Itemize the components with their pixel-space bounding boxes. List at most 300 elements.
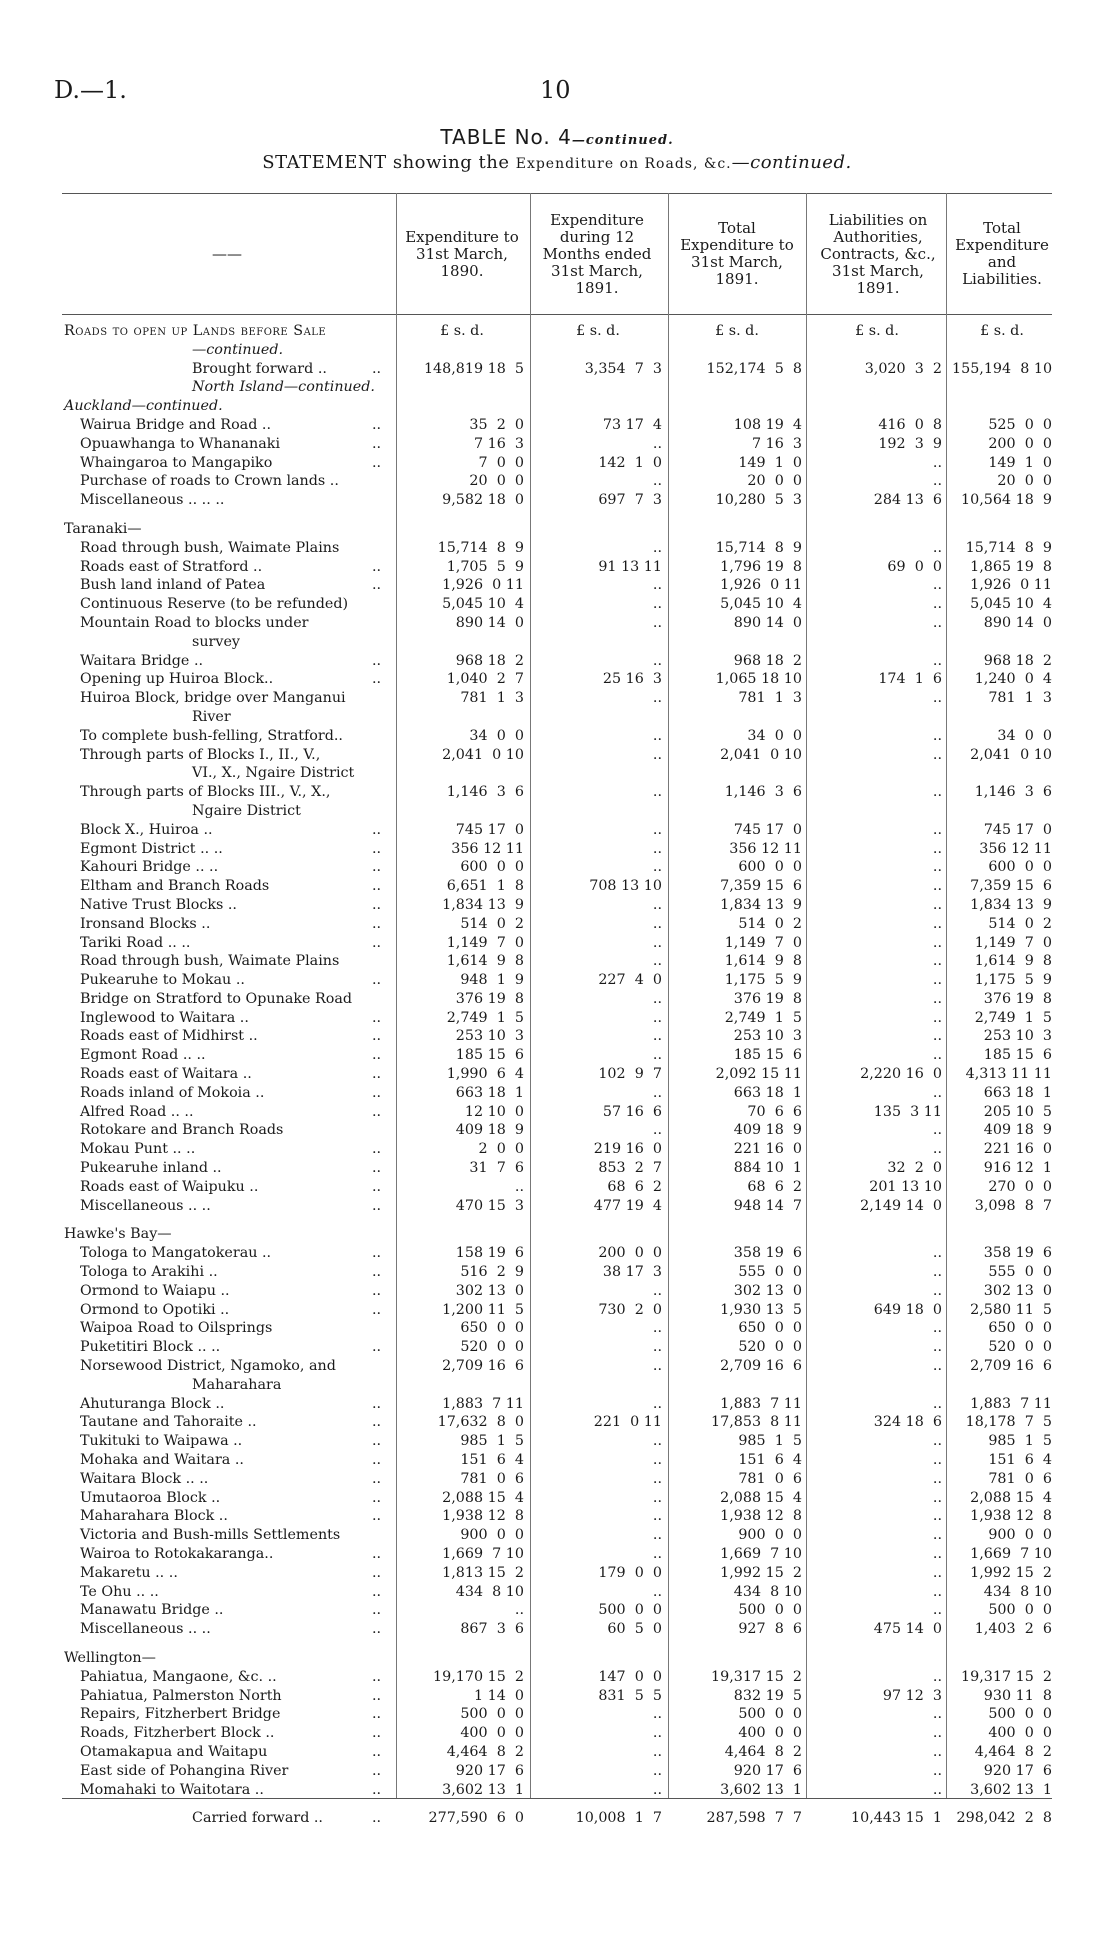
amount-cell: .. xyxy=(932,727,942,744)
amount-cell: 2,041 0 10 xyxy=(442,746,524,763)
amount-cell: .. xyxy=(652,953,662,970)
amount-cell: 1,146 3 6 xyxy=(974,784,1052,801)
amount-cell: 147 0 0 xyxy=(598,1668,662,1685)
amount-cell: 356 12 11 xyxy=(979,840,1052,857)
amount-cell: 920 17 6 xyxy=(733,1762,802,1779)
row-label: Wellington— xyxy=(64,1649,156,1666)
amount-cell: .. xyxy=(932,1781,942,1798)
row-label: Road through bush, Waimate Plains xyxy=(80,953,340,970)
amount-cell: 930 11 8 xyxy=(983,1687,1052,1704)
amount-cell: 867 3 6 xyxy=(460,1621,524,1638)
table-row xyxy=(62,1687,1052,1706)
amount-cell: 1,614 9 8 xyxy=(446,953,524,970)
table-row xyxy=(62,595,1052,614)
leader-dots: .. xyxy=(372,1452,382,1469)
amount-cell: 152,174 5 8 xyxy=(706,360,802,377)
table-row xyxy=(62,1159,1052,1178)
amount-cell: 516 2 9 xyxy=(460,1264,524,1281)
amount-cell: 1,040 2 7 xyxy=(446,671,524,688)
amount-cell: 781 1 3 xyxy=(460,690,524,707)
row-label: Eltham and Branch Roads xyxy=(80,878,270,895)
table-row xyxy=(62,1489,1052,1508)
row-label: Mokau Punt .. .. xyxy=(80,1141,196,1158)
row-spacer xyxy=(62,510,1052,520)
table-row xyxy=(62,821,1052,840)
amount-cell: 5,045 10 4 xyxy=(720,596,802,613)
row-label: Pukearuhe to Mokau .. xyxy=(80,972,245,989)
row-label: To complete bush-felling, Stratford.. xyxy=(80,727,343,744)
leader-dots: .. xyxy=(372,1009,382,1026)
leader-dots: .. xyxy=(372,859,382,876)
table-row xyxy=(62,1507,1052,1526)
amount-cell: 2,088 15 4 xyxy=(970,1489,1052,1506)
amount-cell: .. xyxy=(932,915,942,932)
amount-cell: 600 0 0 xyxy=(460,859,524,876)
row-label: Egmont Road .. .. xyxy=(80,1047,206,1064)
row-label: VI., X., Ngaire District xyxy=(192,765,355,782)
amount-cell: 376 19 8 xyxy=(733,990,802,1007)
amount-cell: 302 13 0 xyxy=(733,1282,802,1299)
amount-cell: .. xyxy=(932,473,942,490)
header-total-expenditure: Total Expenditure to 31st March, 1891. xyxy=(680,219,794,288)
amount-cell: 831 5 5 xyxy=(598,1687,662,1704)
leader-dots: .. xyxy=(372,1508,382,1525)
amount-cell: 916 12 1 xyxy=(983,1160,1052,1177)
amount-cell: 10,280 5 3 xyxy=(715,492,802,509)
amount-cell: 2,709 16 6 xyxy=(970,1358,1052,1375)
amount-cell: .. xyxy=(652,690,662,707)
amount-cell: 6,651 1 8 xyxy=(446,878,524,895)
leader-dots: .. xyxy=(372,1301,382,1318)
row-label: Huiroa Block, bridge over Manganui xyxy=(80,690,346,707)
amount-cell: 7 16 3 xyxy=(751,435,802,452)
leader-dots: .. xyxy=(372,1725,382,1742)
table-row xyxy=(62,1743,1052,1762)
row-label: Miscellaneous .. .. .. xyxy=(80,492,225,509)
amount-cell: 73 17 4 xyxy=(602,416,662,433)
amount-cell: .. xyxy=(932,972,942,989)
amount-cell: 650 0 0 xyxy=(460,1320,524,1337)
amount-cell: 525 0 0 xyxy=(988,416,1052,433)
table-row xyxy=(62,539,1052,558)
amount-cell: 781 1 3 xyxy=(738,690,802,707)
amount-cell: 3,098 8 7 xyxy=(974,1197,1052,1214)
leader-dots: .. xyxy=(372,1028,382,1045)
amount-cell: 500 0 0 xyxy=(988,1706,1052,1723)
amount-cell: .. xyxy=(652,1084,662,1101)
row-spacer xyxy=(62,1215,1052,1225)
leader-dots: .. xyxy=(372,972,382,989)
row-label: Roads east of Midhirst .. xyxy=(80,1028,258,1045)
leader-dots: .. xyxy=(372,1103,382,1120)
amount-cell: 3,602 13 1 xyxy=(970,1781,1052,1798)
table-row xyxy=(62,1282,1052,1301)
amount-cell: 25 16 3 xyxy=(602,671,662,688)
row-label: Victoria and Bush-mills Settlements xyxy=(80,1527,341,1544)
row-label: Bush land inland of Patea xyxy=(80,577,266,594)
row-label: Ngaire District xyxy=(192,802,301,819)
amount-cell: 10,443 15 1 xyxy=(851,1810,942,1827)
row-label: Manawatu Bridge .. xyxy=(80,1602,224,1619)
amount-cell: 514 0 2 xyxy=(988,915,1052,932)
amount-cell: .. xyxy=(652,1725,662,1742)
amount-cell: 477 19 4 xyxy=(593,1197,662,1214)
amount-cell: 7 0 0 xyxy=(478,454,524,471)
leader-dots: .. xyxy=(372,1433,382,1450)
row-label: Tologa to Mangatokerau .. xyxy=(80,1245,272,1262)
row-label: Native Trust Blocks .. xyxy=(80,896,237,913)
amount-cell: 7 16 3 xyxy=(473,435,524,452)
amount-cell: .. xyxy=(932,1433,942,1450)
amount-cell: 470 15 3 xyxy=(455,1197,524,1214)
amount-cell: .. xyxy=(932,1122,942,1139)
amount-cell: 1,065 18 10 xyxy=(715,671,802,688)
amount-cell: .. xyxy=(932,1470,942,1487)
amount-cell: 853 2 7 xyxy=(598,1160,662,1177)
amount-cell: .. xyxy=(932,1028,942,1045)
table-row xyxy=(62,1781,1052,1800)
amount-cell: 1,669 7 10 xyxy=(442,1546,524,1562)
table-row xyxy=(62,670,1052,689)
row-label: Waitara Bridge .. xyxy=(80,652,204,669)
amount-cell: .. xyxy=(652,1583,662,1600)
amount-cell: 968 18 2 xyxy=(455,652,524,669)
amount-cell: 1,990 6 4 xyxy=(446,1066,524,1083)
table-row xyxy=(62,1451,1052,1470)
amount-cell: .. xyxy=(652,473,662,490)
amount-cell: .. xyxy=(932,652,942,669)
amount-cell: 298,042 2 8 xyxy=(956,1810,1052,1827)
row-label: Inglewood to Waitara .. xyxy=(80,1009,249,1026)
amount-cell: 663 18 1 xyxy=(983,1084,1052,1101)
amount-cell: .. xyxy=(932,1527,942,1544)
row-label: Tautane and Tahoraite .. xyxy=(80,1414,257,1431)
table-row xyxy=(62,652,1052,671)
amount-cell: 520 0 0 xyxy=(988,1339,1052,1356)
leader-dots: .. xyxy=(372,1066,382,1083)
amount-cell: .. xyxy=(932,454,942,471)
row-label: Opening up Huiroa Block.. xyxy=(80,671,274,688)
amount-cell: .. xyxy=(932,840,942,857)
amount-cell: 356 12 11 xyxy=(729,840,802,857)
amount-cell: 1,834 13 9 xyxy=(442,896,524,913)
amount-cell: 70 6 6 xyxy=(747,1103,802,1120)
table-row xyxy=(62,397,1052,416)
amount-cell: 1,403 2 6 xyxy=(974,1621,1052,1638)
amount-cell: 514 0 2 xyxy=(738,915,802,932)
amount-cell: .. xyxy=(932,1725,942,1742)
amount-cell: 2,749 1 5 xyxy=(446,1009,524,1026)
amount-cell: 409 18 9 xyxy=(455,1122,524,1139)
amount-cell: .. xyxy=(932,539,942,556)
amount-cell: 555 0 0 xyxy=(988,1264,1052,1281)
table-row xyxy=(62,1065,1052,1084)
table-row xyxy=(62,360,1052,379)
amount-cell: 1,175 5 9 xyxy=(724,972,802,989)
amount-cell: .. xyxy=(932,1395,942,1412)
amount-cell: 270 0 0 xyxy=(988,1178,1052,1195)
leader-dots: .. xyxy=(372,454,382,471)
amount-cell: 500 0 0 xyxy=(738,1602,802,1619)
amount-cell: .. xyxy=(652,1028,662,1045)
amount-cell: 205 10 5 xyxy=(983,1103,1052,1120)
row-label: Block X., Huiroa .. xyxy=(80,821,213,838)
amount-cell: 221 0 11 xyxy=(593,1414,662,1431)
amount-cell: 730 2 0 xyxy=(598,1301,662,1318)
row-label: Purchase of roads to Crown lands .. xyxy=(80,473,339,490)
amount-cell: 1,930 13 5 xyxy=(720,1301,802,1318)
table-row xyxy=(62,1263,1052,1282)
table-title-continued: —continued. xyxy=(571,133,674,148)
table-row xyxy=(62,1724,1052,1743)
table-row xyxy=(62,952,1052,971)
amount-cell: .. xyxy=(932,1264,942,1281)
amount-cell: .. xyxy=(652,1122,662,1139)
amount-cell: 900 0 0 xyxy=(988,1527,1052,1544)
amount-cell: 3,602 13 1 xyxy=(442,1781,524,1798)
amount-cell: 7,359 15 6 xyxy=(720,878,802,895)
row-label: —continued. xyxy=(192,341,284,358)
amount-cell: 1,834 13 9 xyxy=(970,896,1052,913)
amount-cell: 1,149 7 0 xyxy=(974,934,1052,951)
row-label: Mohaka and Waitara .. xyxy=(80,1452,244,1469)
amount-cell: .. xyxy=(932,1668,942,1685)
leader-dots: .. xyxy=(372,1564,382,1581)
amount-cell: .. xyxy=(652,1489,662,1506)
table-row xyxy=(62,1301,1052,1320)
row-label: Opuawhanga to Whananaki xyxy=(80,435,281,452)
amount-cell: .. xyxy=(514,1178,524,1195)
amount-cell: .. xyxy=(652,1508,662,1525)
amount-cell: 1 14 0 xyxy=(473,1687,524,1704)
amount-cell: 2,088 15 4 xyxy=(720,1489,802,1506)
row-label: Brought forward .. xyxy=(192,360,327,377)
table-row xyxy=(62,1197,1052,1216)
row-label: Miscellaneous .. .. xyxy=(80,1197,211,1214)
leader-dots: .. xyxy=(372,1668,382,1685)
table-row xyxy=(62,1319,1052,1338)
amount-cell: 500 0 0 xyxy=(988,1602,1052,1619)
leader-dots: .. xyxy=(372,821,382,838)
amount-cell: 221 16 0 xyxy=(983,1141,1052,1158)
amount-cell: 400 0 0 xyxy=(460,1725,524,1742)
row-label: Tariki Road .. .. xyxy=(80,934,191,951)
amount-cell: .. xyxy=(652,727,662,744)
amount-cell: 890 14 0 xyxy=(455,614,524,631)
amount-cell: 102 9 7 xyxy=(598,1066,662,1083)
amount-cell: 158 19 6 xyxy=(455,1245,524,1262)
amount-cell: 1,669 7 10 xyxy=(720,1546,802,1562)
amount-cell: 1,865 19 8 xyxy=(970,558,1052,575)
amount-cell: .. xyxy=(932,1546,942,1562)
amount-cell: .. xyxy=(932,1320,942,1337)
table-row xyxy=(62,472,1052,491)
amount-cell: 1,883 7 11 xyxy=(720,1395,802,1412)
amount-cell: 324 18 6 xyxy=(873,1414,942,1431)
leader-dots: .. xyxy=(372,577,382,594)
amount-cell: 1,146 3 6 xyxy=(724,784,802,801)
table-row xyxy=(62,1376,1052,1395)
currency-header: £ s. d. xyxy=(715,323,759,339)
leader-dots: .. xyxy=(372,558,382,575)
amount-cell: 555 0 0 xyxy=(738,1264,802,1281)
amount-cell: 287,598 7 7 xyxy=(706,1810,802,1827)
amount-cell: 376 19 8 xyxy=(983,990,1052,1007)
amount-cell: 781 0 6 xyxy=(460,1470,524,1487)
amount-cell: 185 15 6 xyxy=(983,1047,1052,1064)
currency-header: £ s. d. xyxy=(576,323,620,339)
table-row xyxy=(62,746,1052,765)
amount-cell: 890 14 0 xyxy=(983,614,1052,631)
leader-dots: .. xyxy=(372,1141,382,1158)
amount-cell: .. xyxy=(652,990,662,1007)
amount-cell: 1,614 9 8 xyxy=(724,953,802,970)
leader-dots: .. xyxy=(372,1084,382,1101)
amount-cell: 142 1 0 xyxy=(598,454,662,471)
row-label: Taranaki— xyxy=(64,520,142,537)
table-row xyxy=(62,1338,1052,1357)
table-row xyxy=(62,1009,1052,1028)
row-label: Makaretu .. .. xyxy=(80,1564,178,1581)
amount-cell: 2,749 1 5 xyxy=(724,1009,802,1026)
amount-cell: 948 14 7 xyxy=(733,1197,802,1214)
amount-cell: 185 15 6 xyxy=(733,1047,802,1064)
table-row xyxy=(62,614,1052,633)
amount-cell: 2,220 16 0 xyxy=(860,1066,942,1083)
leader-dots: .. xyxy=(372,360,382,377)
table-row xyxy=(62,1395,1052,1414)
amount-cell: 151 6 4 xyxy=(738,1452,802,1469)
table-row xyxy=(62,1668,1052,1687)
row-label: Waipoa Road to Oilsprings xyxy=(80,1320,273,1337)
table-row xyxy=(62,1046,1052,1065)
amount-cell: 108 19 4 xyxy=(733,416,802,433)
table-row xyxy=(62,435,1052,454)
header-expenditure-12-months: Expenditure during 12 Months ended 31st March, 1891. xyxy=(542,210,652,297)
table-row xyxy=(62,558,1052,577)
amount-cell: 3,602 13 1 xyxy=(720,1781,802,1798)
amount-cell: .. xyxy=(932,1084,942,1101)
row-label: Ormond to Waiapu .. xyxy=(80,1282,230,1299)
row-label: Miscellaneous .. .. xyxy=(80,1621,211,1638)
table-row xyxy=(62,915,1052,934)
table-row xyxy=(62,990,1052,1009)
amount-cell: 2 0 0 xyxy=(478,1141,524,1158)
amount-cell: 520 0 0 xyxy=(738,1339,802,1356)
table-row xyxy=(62,1225,1052,1244)
amount-cell: 985 1 5 xyxy=(988,1433,1052,1450)
amount-cell: 650 0 0 xyxy=(988,1320,1052,1337)
amount-cell: .. xyxy=(652,1395,662,1412)
row-label: Momahaki to Waitotara .. xyxy=(80,1781,264,1798)
amount-cell: 400 0 0 xyxy=(738,1725,802,1742)
page-number: 10 xyxy=(540,76,571,104)
leader-dots: .. xyxy=(372,1489,382,1506)
row-label: Pukearuhe inland .. xyxy=(80,1160,222,1177)
page-identifier: D.—1. xyxy=(54,76,127,104)
row-label: Maharahara Block .. xyxy=(80,1508,228,1525)
leader-dots: .. xyxy=(372,671,382,688)
row-label: Through parts of Blocks III., V., X., xyxy=(80,784,331,801)
row-label: Egmont District .. .. xyxy=(80,840,223,857)
leader-dots: .. xyxy=(372,1706,382,1723)
header-total-liabilities: Total Expenditure and Liabilities. xyxy=(955,219,1049,288)
table-row xyxy=(62,322,1052,341)
amount-cell: .. xyxy=(652,596,662,613)
leader-dots: .. xyxy=(372,652,382,669)
amount-cell: 17,853 8 11 xyxy=(711,1414,802,1431)
amount-cell: 2,092 15 11 xyxy=(715,1066,802,1083)
amount-cell: 2,088 15 4 xyxy=(442,1489,524,1506)
amount-cell: 2,749 1 5 xyxy=(974,1009,1052,1026)
amount-cell: 17,632 8 0 xyxy=(437,1414,524,1431)
amount-cell: 1,813 15 2 xyxy=(442,1564,524,1581)
row-label: Otamakapua and Waitapu xyxy=(80,1743,268,1760)
amount-cell: .. xyxy=(652,1781,662,1798)
leader-dots: .. xyxy=(372,915,382,932)
table-row xyxy=(62,971,1052,990)
amount-cell: .. xyxy=(652,859,662,876)
amount-cell: 948 1 9 xyxy=(460,972,524,989)
row-spacer xyxy=(62,1799,1052,1809)
amount-cell: 185 15 6 xyxy=(455,1047,524,1064)
amount-cell: 4,464 8 2 xyxy=(974,1743,1052,1760)
table-row xyxy=(62,576,1052,595)
amount-cell: .. xyxy=(652,1452,662,1469)
amount-cell: 890 14 0 xyxy=(733,614,802,631)
amount-cell: .. xyxy=(652,821,662,838)
amount-cell: 179 0 0 xyxy=(598,1564,662,1581)
leader-dots: .. xyxy=(372,1047,382,1064)
amount-cell: 4,313 11 11 xyxy=(965,1066,1052,1083)
table-row xyxy=(62,1762,1052,1781)
amount-cell: 968 18 2 xyxy=(983,652,1052,669)
amount-cell: 9,582 18 0 xyxy=(442,492,524,509)
amount-cell: 3,354 7 3 xyxy=(584,360,662,377)
amount-cell: .. xyxy=(652,614,662,631)
table-row xyxy=(62,1413,1052,1432)
amount-cell: .. xyxy=(652,1546,662,1562)
amount-cell: 15,714 8 9 xyxy=(715,539,802,556)
amount-cell: 1,926 0 11 xyxy=(442,577,524,594)
amount-cell: .. xyxy=(932,690,942,707)
row-label: Tologa to Arakihi .. xyxy=(80,1264,218,1281)
amount-cell: 253 10 3 xyxy=(455,1028,524,1045)
amount-cell: 900 0 0 xyxy=(738,1527,802,1544)
row-label: Pahiatua, Mangaone, &c. .. xyxy=(80,1668,277,1685)
subtitle-smallcaps: Expenditure on Roads, &c. xyxy=(515,156,732,172)
amount-cell: 1,240 0 4 xyxy=(974,671,1052,688)
row-label: Waitara Block .. .. xyxy=(80,1470,209,1487)
amount-cell: 400 0 0 xyxy=(988,1725,1052,1742)
currency-header: £ s. d. xyxy=(440,323,484,339)
amount-cell: 1,926 0 11 xyxy=(720,577,802,594)
amount-cell: .. xyxy=(932,1564,942,1581)
table-row xyxy=(62,689,1052,708)
amount-cell: .. xyxy=(652,1433,662,1450)
amount-cell: 500 0 0 xyxy=(738,1706,802,1723)
table-row xyxy=(62,378,1052,397)
amount-cell: 1,705 5 9 xyxy=(446,558,524,575)
amount-cell: .. xyxy=(652,915,662,932)
amount-cell: .. xyxy=(652,435,662,452)
amount-cell: .. xyxy=(932,746,942,763)
amount-cell: 500 0 0 xyxy=(460,1706,524,1723)
leader-dots: .. xyxy=(372,1282,382,1299)
amount-cell: 1,614 9 8 xyxy=(974,953,1052,970)
row-label: Roads east of Waipuku .. xyxy=(80,1178,259,1195)
amount-cell: 1,149 7 0 xyxy=(446,934,524,951)
